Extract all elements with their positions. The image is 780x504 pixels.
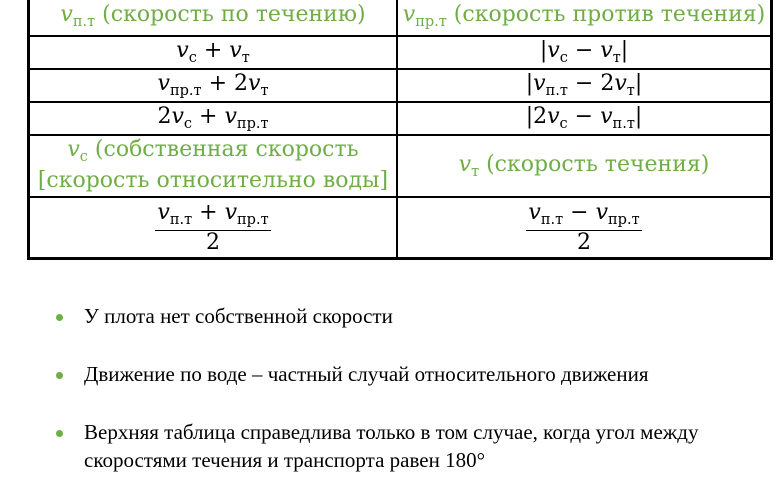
notes-list	[52, 302, 762, 504]
list-item: Движение по воде – частный случай относительного движения	[52, 360, 762, 388]
table-header-row	[29, 135, 772, 197]
bullet-icon	[56, 430, 63, 437]
formula-cell: $|v_{п.т} - 2v_т|$	[397, 69, 772, 102]
bullet-icon	[56, 372, 63, 379]
fraction: $\frac{v_{п.т} - v_{пр.т}}{2}$	[528, 199, 640, 256]
fraction-cell	[397, 197, 772, 259]
fraction-cell	[29, 197, 398, 259]
table-row	[29, 69, 772, 102]
list-item: Верхняя таблица справедлива только в том случае, когда угол между скоростями течения и транспорта равен 180°	[52, 418, 762, 474]
fraction: $\frac{v_{п.т} + v_{пр.т}}{2}$	[157, 199, 269, 256]
formula-table	[27, 0, 773, 260]
header-own-speed: $v_c$ (собственная скорость [скорость относительно воды]	[29, 135, 398, 197]
header-upstream-speed: $v_{пр.т}$ (скорость против течения)	[397, 0, 772, 36]
table-row	[29, 197, 772, 259]
formula-cell: $|v_с - v_т|$	[397, 36, 772, 69]
formula-cell: $v_с + v_т$	[29, 36, 398, 69]
bullet-icon	[56, 314, 63, 321]
formula-cell: $v_{пр.т} + 2v_т$	[29, 69, 398, 102]
header-downstream-speed: $v_{п.т}$ (скорость по течению)	[29, 0, 398, 36]
list-item: У плота нет собственной скорости	[52, 302, 762, 330]
table-row	[29, 102, 772, 135]
table-row	[29, 36, 772, 69]
table-header-row	[29, 0, 772, 36]
formula-cell: $2v_с + v_{пр.т}$	[29, 102, 398, 135]
formula-cell: $|2v_с - v_{п.т}|$	[397, 102, 772, 135]
header-current-speed: $v_т$ (скорость течения)	[397, 135, 772, 197]
